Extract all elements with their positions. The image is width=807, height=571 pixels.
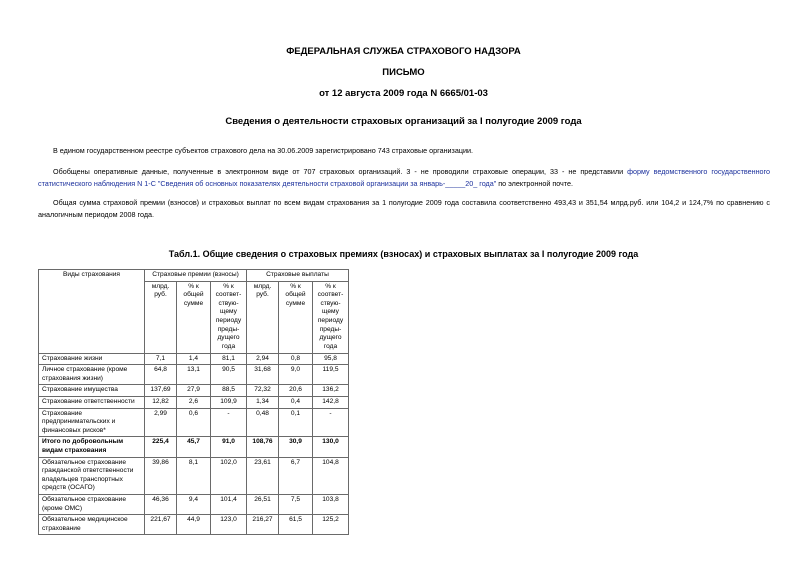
table-row (39, 365, 349, 385)
col-header-type: Виды страхования (39, 270, 145, 354)
col-header-premiums: Страховые премии (взносы) (145, 270, 247, 282)
paragraph-data-start: Обобщены оперативные данные, полученные в электронном виде от 707 страховых организаций. 3 - не проводили страховые операции, 33 - не представили (53, 167, 628, 176)
cell-v-share: 0,8 (279, 353, 313, 365)
cell-p-bln: 64,8 (145, 365, 177, 385)
subheader-bln: млрд. руб. (247, 281, 279, 353)
cell-p-share: 8,1 (177, 457, 211, 494)
table-row (39, 515, 349, 535)
cell-v-bln: 2,94 (247, 353, 279, 365)
cell-v-bln: 0,48 (247, 408, 279, 437)
cell-v-prev: 95,8 (313, 353, 349, 365)
table-row (39, 385, 349, 397)
doc-date-number: от 12 августа 2009 года N 6665/01-03 (319, 88, 488, 99)
table-title: Табл.1. Общие сведения о страховых премиях (взносах) и страховых выплатах за I полугодие 2009 года (168, 249, 639, 259)
subheader-prev: % к соответ- ствую- щему периоду преды- дущего года (211, 281, 247, 353)
paragraph-registry: В едином государственном реестре субъектов страхового дела на 30.06.2009 зарегистрировано 743 страховые организации. (53, 146, 473, 155)
cell-p-share: 9,4 (177, 494, 211, 514)
row-label: Страхование предпринимательских и финансовых рисков* (39, 408, 145, 437)
cell-v-bln: 31,68 (247, 365, 279, 385)
subheader-share: % к общей сумме (177, 281, 211, 353)
cell-v-prev: 125,2 (313, 515, 349, 535)
cell-p-share: 1,4 (177, 353, 211, 365)
cell-v-prev: 104,8 (313, 457, 349, 494)
cell-v-share: 7,5 (279, 494, 313, 514)
row-label: Обязательное страхование (кроме ОМС) (39, 494, 145, 514)
cell-v-prev: 142,8 (313, 396, 349, 408)
cell-p-bln: 137,69 (145, 385, 177, 397)
cell-p-prev: 101,4 (211, 494, 247, 514)
cell-p-bln: 2,99 (145, 408, 177, 437)
cell-p-bln: 7,1 (145, 353, 177, 365)
agency-title: ФЕДЕРАЛЬНАЯ СЛУЖБА СТРАХОВОГО НАДЗОРА (286, 46, 521, 57)
cell-p-prev: 102,0 (211, 457, 247, 494)
row-label: Страхование имущества (39, 385, 145, 397)
cell-p-share: 0,6 (177, 408, 211, 437)
insurance-table (38, 269, 349, 535)
table-row (39, 408, 349, 437)
row-label: Страхование жизни (39, 353, 145, 365)
cell-p-bln: 221,67 (145, 515, 177, 535)
cell-v-prev: 119,5 (313, 365, 349, 385)
row-label: Обязательное страхование гражданской ответственности владельцев транспортных средств (ОСАГО) (39, 457, 145, 494)
cell-v-prev: 130,0 (313, 437, 349, 457)
cell-p-bln: 39,86 (145, 457, 177, 494)
cell-v-bln: 26,51 (247, 494, 279, 514)
table-row (39, 494, 349, 514)
subheader-bln: млрд. руб. (145, 281, 177, 353)
doc-subject: Сведения о деятельности страховых организаций за I полугодие 2009 года (225, 116, 582, 127)
cell-p-prev: 81,1 (211, 353, 247, 365)
row-label: Личное страхование (кроме страхования жизни) (39, 365, 145, 385)
cell-v-share: 6,7 (279, 457, 313, 494)
row-label: Итого по добровольным видам страхования (39, 437, 145, 457)
row-label: Обязательное медицинское страхование (39, 515, 145, 535)
cell-p-prev: 90,5 (211, 365, 247, 385)
cell-v-share: 20,6 (279, 385, 313, 397)
cell-p-share: 27,9 (177, 385, 211, 397)
cell-v-share: 0,4 (279, 396, 313, 408)
paragraph-data (38, 166, 770, 189)
cell-v-share: 9,0 (279, 365, 313, 385)
cell-p-share: 13,1 (177, 365, 211, 385)
cell-p-bln: 225,4 (145, 437, 177, 457)
cell-p-bln: 12,82 (145, 396, 177, 408)
doc-type: ПИСЬМО (382, 67, 425, 78)
subheader-share: % к общей сумме (279, 281, 313, 353)
table-row (39, 437, 349, 457)
cell-v-prev: 103,8 (313, 494, 349, 514)
cell-p-bln: 46,36 (145, 494, 177, 514)
cell-v-bln: 23,61 (247, 457, 279, 494)
paragraph-data-end: по электронной почте. (496, 178, 574, 188)
cell-v-prev: 136,2 (313, 385, 349, 397)
cell-v-bln: 72,32 (247, 385, 279, 397)
cell-v-bln: 108,76 (247, 437, 279, 457)
cell-p-prev: 123,0 (211, 515, 247, 535)
cell-v-share: 0,1 (279, 408, 313, 437)
cell-p-prev: - (211, 408, 247, 437)
cell-p-share: 45,7 (177, 437, 211, 457)
form-1s-link[interactable]: форму ведомственного государственного статистического наблюдения N 1-С "Сведения об основных показателях деятельности страховой организации за январь-_____20_ года" (38, 167, 770, 188)
subheader-prev: % к соответ- ствую- щему периоду преды- дущего года (313, 281, 349, 353)
cell-p-share: 44,9 (177, 515, 211, 535)
table-row (39, 457, 349, 494)
cell-v-bln: 1,34 (247, 396, 279, 408)
cell-v-share: 61,5 (279, 515, 313, 535)
row-label: Страхование ответственности (39, 396, 145, 408)
table-row (39, 396, 349, 408)
cell-p-prev: 88,5 (211, 385, 247, 397)
cell-v-bln: 216,27 (247, 515, 279, 535)
cell-v-share: 30,9 (279, 437, 313, 457)
table-row (39, 353, 349, 365)
paragraph-totals: Общая сумма страховой премии (взносов) и страховых выплат по всем видам страхования за 1 полугодие 2009 года составила соответственно 493,43 и 351,54 млрд.руб. или 104,2 и 124,7% по сравнению с аналогичным периодом 2008 года. (38, 198, 770, 219)
cell-p-share: 2,6 (177, 396, 211, 408)
cell-p-prev: 91,0 (211, 437, 247, 457)
col-header-payments: Страховые выплаты (247, 270, 349, 282)
cell-v-prev: - (313, 408, 349, 437)
cell-p-prev: 109,9 (211, 396, 247, 408)
